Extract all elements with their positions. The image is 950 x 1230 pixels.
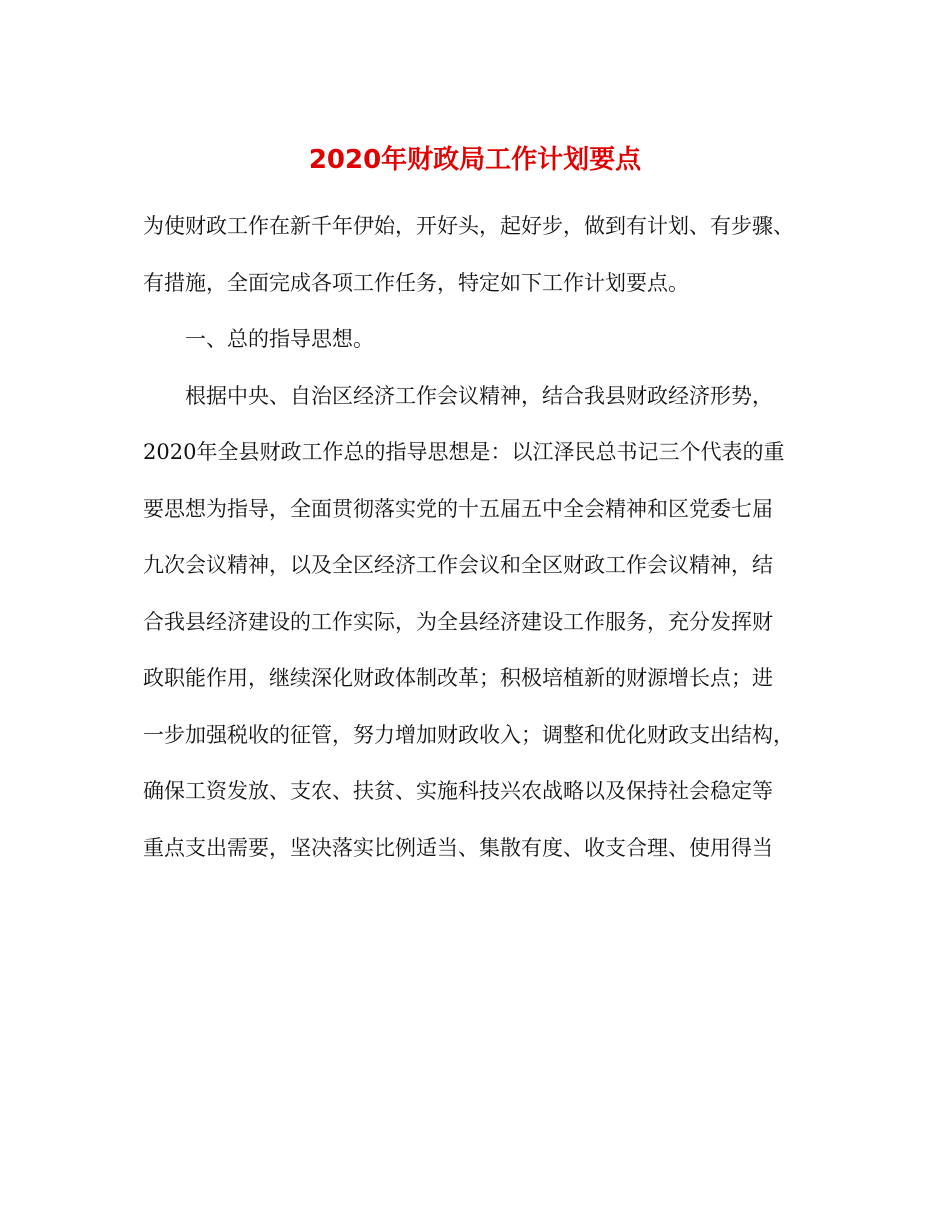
body-line-10: 一步加强税收的征管，努力增加财政收入；调整和优化财政支出结构， [143,722,794,747]
body-line-11: 确保工资发放、支农、扶贫、实施科技兴农战略以及保持社会稳定等 [143,779,773,803]
body-line-5: 2020年全县财政工作总的指导思想是：以江泽民总书记三个代表的重 [143,440,785,464]
body-line-8: 合我县经济建设的工作实际，为全县经济建设工作服务，充分发挥财 [143,609,773,634]
body-line-1: 为使财政工作在新千年伊始，开好头，起好步，做到有计划、有步骤、 [143,214,794,238]
body-line-12: 重点支出需要，坚决落实比例适当、集散有度、收支合理、使用得当 [143,835,773,860]
section-heading: 一、总的指导思想。 [185,327,374,351]
document-title: 2020年财政局工作计划要点 [308,145,642,175]
body-line-9: 政职能作用，继续深化财政体制改革；积极培植新的财源增长点；进 [143,666,773,690]
document-body [143,198,815,876]
body-line-6: 要思想为指导，全面贯彻落实党的十五届五中全会精神和区党委七届 [143,496,773,521]
body-line-2: 有措施，全面完成各项工作任务，特定如下工作计划要点。 [143,270,689,295]
body-line-7: 九次会议精神，以及全区经济工作会议和全区财政工作会议精神，结 [143,553,773,577]
body-line-4: 根据中央、自治区经济工作会议精神，结合我县财政经济形势， [185,383,773,408]
